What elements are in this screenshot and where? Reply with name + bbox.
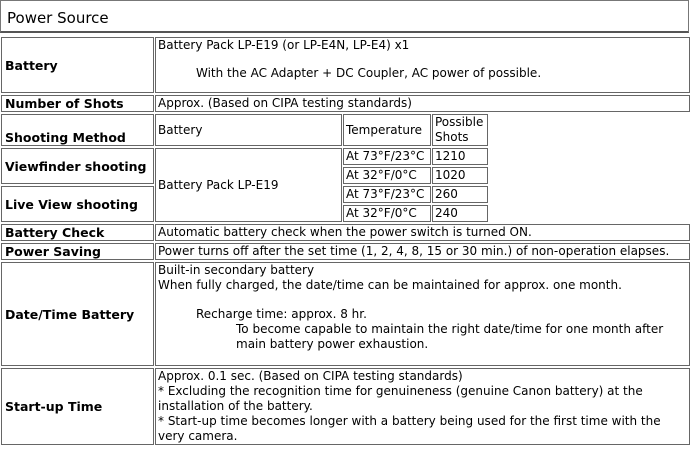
shots-cell: 260	[432, 186, 488, 203]
datetime-line2: When fully charged, the date/time can be maintained for approx. one month.	[158, 278, 622, 292]
section-title-box	[0, 0, 689, 33]
temp-cell: At 32°F/0°C	[343, 167, 431, 184]
shots-label: Number of Shots	[1, 95, 154, 112]
shots-cell: 240	[432, 205, 488, 222]
battery-label: Battery	[1, 37, 154, 93]
spacer	[489, 167, 690, 184]
spec-table	[0, 35, 691, 447]
spacer	[489, 148, 690, 165]
battery-line2: With the AC Adapter + DC Coupler, AC power of possible.	[196, 66, 542, 80]
col-possible-shots: Possible Shots	[432, 114, 488, 146]
method-label: Shooting Method	[1, 114, 154, 146]
startup-value	[155, 368, 690, 445]
datetime-label: Date/Time Battery	[1, 262, 154, 366]
col-temperature: Temperature	[343, 114, 431, 146]
startup-label: Start-up Time	[1, 368, 154, 445]
temp-cell: At 32°F/0°C	[343, 205, 431, 222]
temp-cell: At 73°F/23°C	[343, 186, 431, 203]
datetime-value	[155, 262, 690, 366]
datetime-line1: Built-in secondary battery	[158, 263, 315, 277]
saving-row	[1, 243, 690, 260]
shots-value: Approx. (Based on CIPA testing standards)	[155, 95, 690, 112]
check-row	[1, 224, 690, 241]
datetime-row	[1, 262, 690, 366]
startup-line3: * Start-up time becomes longer with a battery being used for the first time with the very camera.	[158, 414, 661, 443]
shots-cell: 1210	[432, 148, 488, 165]
section-title: Power Source	[7, 9, 109, 27]
method-header-row	[1, 114, 690, 146]
check-value: Automatic battery check when the power switch is turned ON.	[155, 224, 690, 241]
battery-row	[1, 37, 690, 93]
col-battery: Battery	[155, 114, 342, 146]
spacer	[489, 114, 690, 146]
check-label: Battery Check	[1, 224, 154, 241]
spacer	[489, 186, 690, 203]
saving-value: Power turns off after the set time (1, 2, 4, 8, 15 or 30 min.) of non-operation elapses.	[155, 243, 690, 260]
viewfinder-label: Viewfinder shooting	[1, 148, 154, 184]
battery-pack-cell: Battery Pack LP-E19	[155, 148, 342, 222]
shots-cell: 1020	[432, 167, 488, 184]
startup-line1: Approx. 0.1 sec. (Based on CIPA testing standards)	[158, 369, 463, 383]
startup-row	[1, 368, 690, 445]
datetime-line3: Recharge time: approx. 8 hr.	[196, 307, 367, 321]
liveview-label: Live View shooting	[1, 186, 154, 222]
method-row	[1, 186, 690, 203]
datetime-line4: To become capable to maintain the right date/time for one month after main battery power exhaustion.	[236, 322, 664, 351]
spacer	[489, 205, 690, 222]
battery-line1: Battery Pack LP-E19 (or LP-E4N, LP-E4) x1	[158, 38, 410, 52]
method-row	[1, 148, 690, 165]
saving-label: Power Saving	[1, 243, 154, 260]
shots-row	[1, 95, 690, 112]
temp-cell: At 73°F/23°C	[343, 148, 431, 165]
battery-value	[155, 37, 690, 93]
startup-line2: * Excluding the recognition time for genuineness (genuine Canon battery) at the installation of the battery.	[158, 384, 643, 413]
